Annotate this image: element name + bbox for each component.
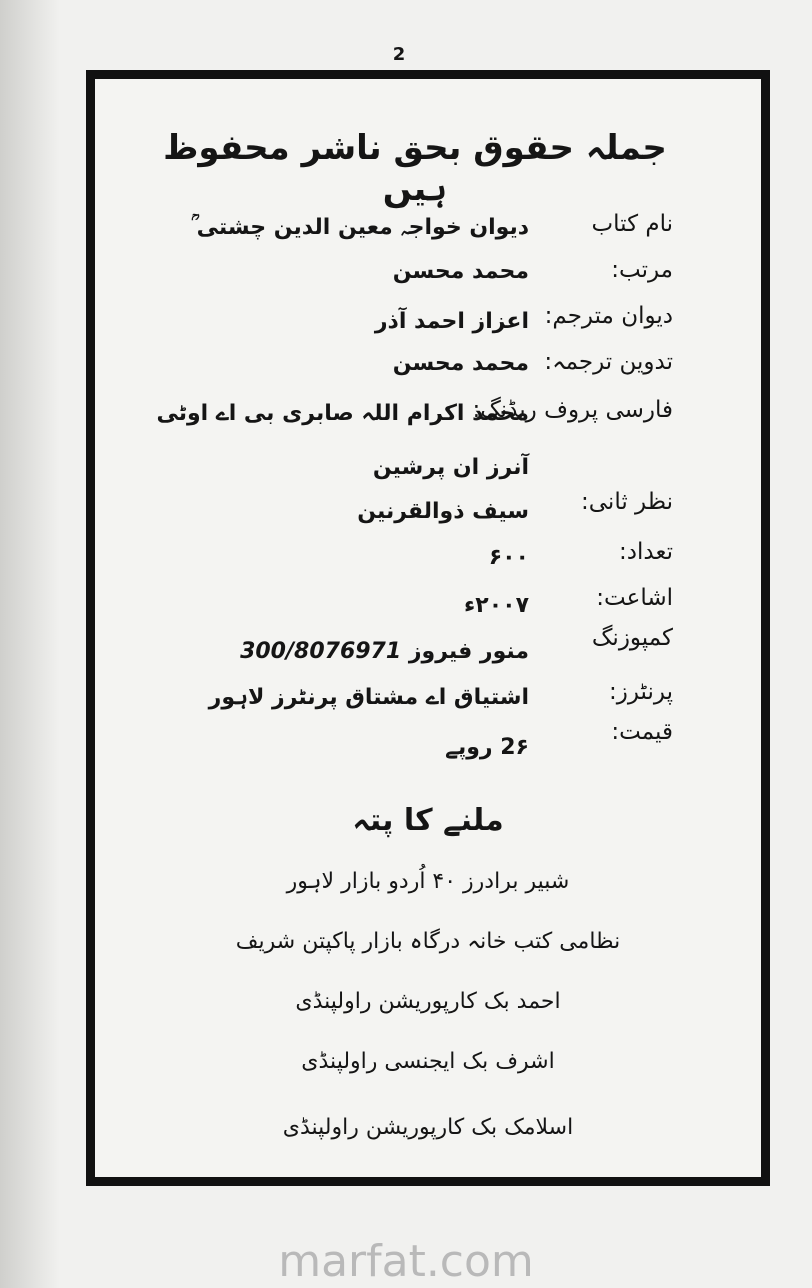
label-book-name: نام کتاب [591,211,673,237]
value-review: سیف ذوالقرنین [357,499,529,524]
label-printers: پرنٹرز: [609,679,673,705]
address-line: اشرف بک ایجنسی راولپنڈی [301,1049,555,1074]
label-translation-editing: تدوین ترجمہ: [544,349,673,375]
value-publication: ۲۰۰۷ء [464,593,529,618]
value-composing-phone: 300/8076971 [240,639,402,664]
label-price: قیمت: [611,719,673,745]
label-translator: دیوان مترجم: [544,303,673,329]
label-quantity: تعداد: [619,539,673,565]
copyright-title: جملہ حقوق بحق ناشر محفوظ ہیں [163,128,667,209]
label-compiler: مرتب: [611,257,673,283]
value-translation-editing: محمد محسن [392,351,529,376]
value-composing-row [240,639,529,664]
label-composing: کمپوزنگ [591,625,673,651]
copyright-frame [86,70,770,1186]
page-gutter-shadow [0,0,60,1288]
value-translator: اعزاز احمد آذر [374,309,529,334]
label-publication: اشاعت: [596,585,673,611]
value-compiler: محمد محسن [392,259,529,284]
page-number: 2 [392,44,406,65]
address-line: شبیر برادرز ۴۰ اُردو بازار لاہور [286,869,570,894]
value-book-name: دیوان خواجہ معین الدین چشتی ؒ [191,215,529,240]
value-composing: منور فیروز [408,639,529,664]
address-line: اسلامک بک کارپوریشن راولپنڈی [282,1115,574,1140]
value-persian-proofreading-line2: آنرز ان پرشین [372,455,529,480]
address-line: احمد بک کارپوریشن راولپنڈی [295,989,561,1014]
where-available-heading: ملنے کا پتہ [352,803,504,838]
value-quantity: ۶۰۰ [488,545,529,570]
label-persian-proofreading: فارسی پروف ریڈنگ: [472,397,673,423]
value-persian-proofreading: محمد اکرام اللہ صابری بی اے اوٹی [156,401,529,426]
address-line: نظامی کتب خانہ درگاہ بازار پاکپتن شریف [235,929,621,954]
watermark: marfat.com [278,1236,534,1287]
label-review: نظر ثانی: [581,489,673,515]
value-price: 2۶ روپے [445,735,529,760]
value-printers: اشتیاق اے مشتاق پرنٹرز لاہور [208,685,529,710]
